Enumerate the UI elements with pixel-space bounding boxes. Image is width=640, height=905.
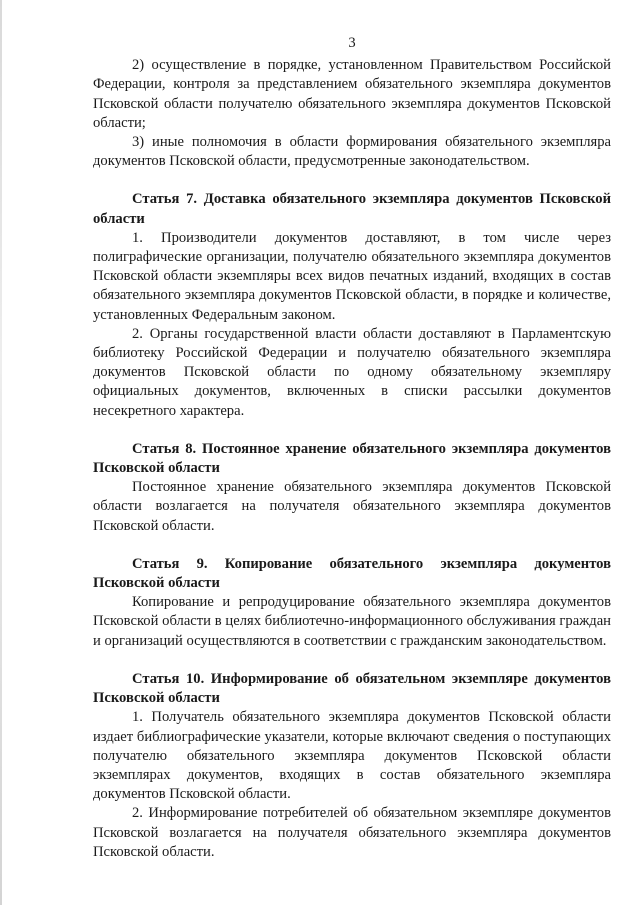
document-page bbox=[93, 34, 611, 862]
article-paragraph: Копирование и репродуцирование обязательного экземпляра документов Псковской области в целях библиотечно-информационного обслуживания граждан и организаций осуществляются в соответствии с гражданским законодательством. bbox=[93, 594, 611, 649]
article-7 bbox=[93, 190, 611, 420]
article-paragraph: Постоянное хранение обязательного экземпляра документов Псковской области возлагается на получателя обязательного экземпляра документов Псковской области. bbox=[93, 479, 611, 534]
paragraph-item-2: 2) осуществление в порядке, установленном Правительством Российской Федерации, контроля за представлением обязательного экземпляра документов Псковской области получателю обязательного экземпляра документов Псковской области; bbox=[93, 57, 611, 131]
article-heading: Статья 10. Информирование об обязательном экземпляре документов Псковской области bbox=[93, 670, 611, 707]
article-heading: Статья 8. Постоянное хранение обязательного экземпляра документов Псковской области bbox=[93, 440, 611, 477]
scan-edge bbox=[0, 0, 2, 905]
article-8 bbox=[93, 440, 611, 536]
paragraph-item-3: 3) иные полномочия в области формирования обязательного экземпляра документов Псковской области, предусмотренные законодательством. bbox=[93, 134, 611, 170]
article-heading: Статья 9. Копирование обязательного экземпляра документов Псковской области bbox=[93, 555, 611, 592]
page-number: 3 bbox=[348, 35, 356, 51]
article-heading: Статья 7. Доставка обязательного экземпляра документов Псковской области bbox=[93, 191, 611, 227]
article-9 bbox=[93, 555, 611, 651]
article-paragraph: 1. Получатель обязательного экземпляра документов Псковской области издает библиографические указатели, которые включают сведения о поступающих получателю обязательного экземпляра документов Псковской области экземплярах документов, входящих в состав обязательного экземпляра документов Псковской области. bbox=[93, 709, 611, 803]
article-10 bbox=[93, 670, 611, 862]
article-paragraph: 2. Органы государственной власти области доставляют в Парламентскую библиотеку Российской Федерации и получателю обязательного экземпляра документов Псковской области по одному обязательному экземпляру официальных документов, включенных в списки рассылки документов несекретного характера. bbox=[93, 325, 611, 419]
article-paragraph: 1. Производители документов доставляют, в том числе через полиграфические организации, получателю обязательного экземпляра документов Псковской области экземпляры всех видов печатных изданий, входящих в состав обязательного экземпляра документов Псковской области, в порядке и количестве, установленных Федеральным законом. bbox=[93, 229, 611, 323]
article-paragraph: 2. Информирование потребителей об обязательном экземпляре документов Псковской возлагается на получателя обязательного экземпляра документов Псковской области. bbox=[93, 805, 611, 860]
